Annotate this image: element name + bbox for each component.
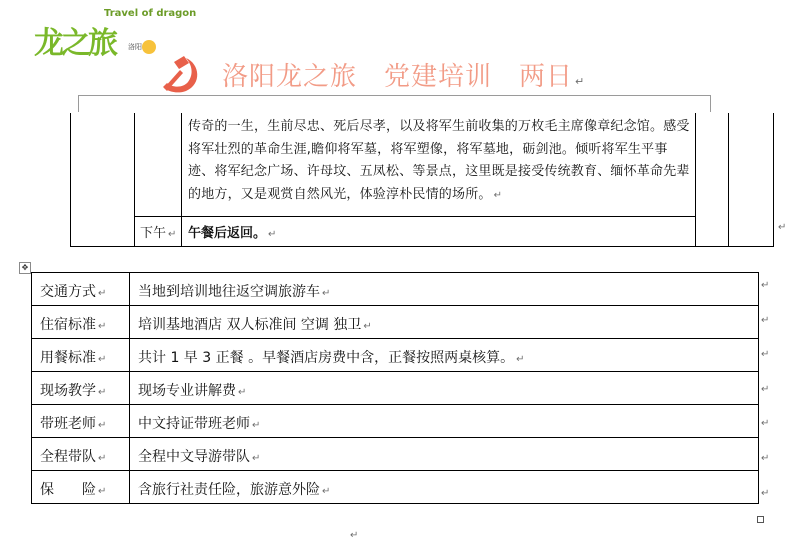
table-move-handle-icon[interactable]: ✥ (19, 262, 31, 274)
service-label: 用餐标准 ↵ (32, 339, 130, 372)
table-row (32, 405, 759, 438)
logo-brand-text: 龙之旅 (34, 26, 115, 61)
table-border (695, 113, 696, 247)
service-value: 现场专业讲解费 ↵ (130, 372, 759, 405)
logo-sub-text: 洛阳 (128, 43, 142, 51)
table-row (32, 438, 759, 471)
service-label: 带班老师 ↵ (32, 405, 130, 438)
service-value: 当地到培训地往返空调旅游车 ↵ (130, 273, 759, 306)
table-border (181, 113, 182, 247)
company-logo (32, 4, 197, 64)
service-label: 现场教学 ↵ (32, 372, 130, 405)
hammer-sickle-icon (156, 52, 204, 96)
afternoon-label: 下午 ↵ (140, 226, 177, 241)
service-label: 保 险 ↵ (32, 471, 130, 504)
service-label: 交通方式 ↵ (32, 273, 130, 306)
table-row (32, 471, 759, 504)
row-end-mark: ↵ (761, 280, 770, 291)
header-rule-right-tick (710, 95, 711, 112)
table-row (32, 273, 759, 306)
logo-tagline: Travel of dragon (104, 8, 197, 19)
service-label: 住宿标准 ↵ (32, 306, 130, 339)
table-resize-handle[interactable] (757, 516, 764, 523)
row-end-mark: ↵ (761, 418, 770, 430)
service-value: 共计 1 早 3 正餐 。早餐酒店房费中含，正餐按照两桌核算。 ↵ (130, 339, 759, 372)
service-value: 培训基地酒店 双人标准间 空调 独卫 ↵ (130, 306, 759, 339)
header-rule-left-tick (78, 95, 79, 112)
row-end-mark: ↵ (761, 349, 770, 361)
table-border (134, 113, 135, 247)
itinerary-paragraph: 传奇的一生，生前尽忠、死后尽孝，以及将军生前收集的万枚毛主席像章纪念馆。感受将军壮烈的革命生涯,瞻仰将军墓，将军塑像，将军墓地，砺剑池。倾听将军生平事迹、将军纪念广场、许母坟、五凤松、等景点，这里既是接受传统教育、缅怀革命先辈的地方，又是观赏自然风光，体验淳朴民情的场所。 ↵ (188, 119, 690, 202)
afternoon-text: 午餐后返回。 ↵ (188, 226, 277, 241)
service-value: 含旅行社责任险，旅游意外险 ↵ (130, 471, 759, 504)
table-row (32, 339, 759, 372)
paragraph-mark: ↵ (350, 530, 359, 541)
table-border (728, 113, 729, 247)
sun-icon (142, 40, 156, 54)
row-end-mark: ↵ (761, 383, 770, 395)
header-rule (78, 95, 710, 96)
row-end-mark: ↵ (761, 314, 770, 326)
table-border (773, 113, 774, 247)
page-title: 洛阳龙之旅 党建培训 两日 ↵ (222, 62, 586, 92)
service-value: 中文持证带班老师 ↵ (130, 405, 759, 438)
table-row (32, 306, 759, 339)
row-end-mark: ↵ (761, 453, 770, 464)
table-border (134, 216, 695, 217)
table-border (70, 246, 774, 247)
service-label: 全程带队 ↵ (32, 438, 130, 471)
services-table (31, 272, 759, 504)
row-end-mark: ↵ (761, 487, 770, 499)
table-row (32, 372, 759, 405)
table-border (70, 113, 71, 247)
row-end-mark: ↵ (778, 222, 787, 233)
service-value: 全程中文导游带队 ↵ (130, 438, 759, 471)
